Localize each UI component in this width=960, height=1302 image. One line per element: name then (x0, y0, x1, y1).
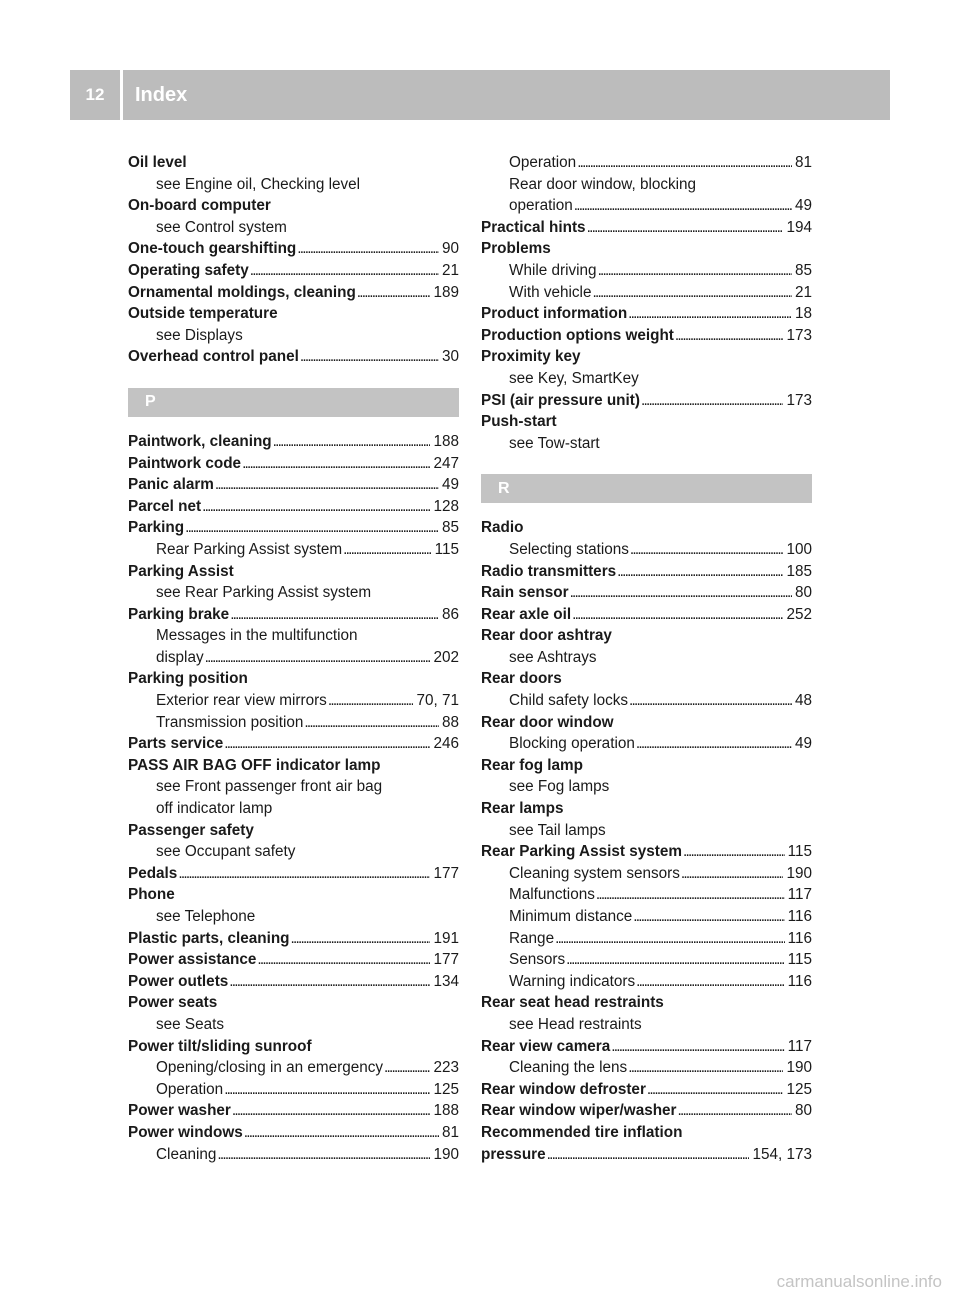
entry-title: Child safety locks (509, 692, 629, 710)
index-entry (481, 1079, 812, 1101)
entry-page-ref: 191 (433, 929, 459, 947)
index-entry (128, 474, 459, 496)
entry-title: Selecting stations (509, 540, 629, 558)
entry-page-ref: 81 (794, 154, 812, 171)
entry-page-ref: 81 (441, 1123, 459, 1141)
index-entry (481, 346, 812, 368)
entry-title: Ornamental moldings, cleaning (128, 283, 356, 301)
index-subentry (128, 798, 459, 820)
index-entry (128, 1122, 459, 1144)
entry-title: Operating safety (128, 261, 249, 279)
index-subentry (128, 1057, 459, 1079)
index-entry (481, 668, 812, 690)
dot-leader (555, 928, 785, 950)
index-subentry (481, 928, 812, 950)
entry-title: Product information (481, 305, 628, 323)
index-subentry (481, 863, 812, 885)
dot-leader (224, 1079, 430, 1101)
index-subentry (481, 971, 812, 993)
entry-title: pressure (481, 1145, 546, 1163)
entry-page-ref: 189 (433, 283, 459, 301)
dot-leader (617, 561, 783, 583)
index-entry (481, 1036, 812, 1058)
entry-page-ref: 188 (433, 432, 459, 450)
index-entry (128, 346, 459, 368)
index-entry (128, 928, 459, 950)
entry-title: Phone (128, 886, 175, 904)
entry-page-ref: 116 (787, 972, 812, 990)
entry-title: see Control system (156, 218, 287, 236)
entry-title: Outside temperature (128, 305, 278, 323)
entry-title: Rear Parking Assist system (481, 843, 682, 861)
entry-title: Rear view camera (481, 1037, 611, 1055)
dot-leader (678, 1100, 792, 1122)
index-subentry (481, 733, 812, 755)
entry-title: Range (509, 929, 555, 947)
index-entry (128, 1036, 459, 1058)
entry-title: Panic alarm (128, 476, 214, 494)
entry-title: Cleaning (156, 1145, 217, 1163)
entry-page-ref: 117 (787, 1037, 812, 1055)
dot-leader (628, 303, 792, 325)
index-subentry (481, 820, 812, 842)
dot-leader (681, 863, 784, 885)
index-entry (481, 561, 812, 583)
entry-title: Exterior rear view mirrors (156, 692, 327, 710)
entry-title: see Rear Parking Assist system (156, 584, 372, 602)
index-subentry (481, 906, 812, 928)
entry-page-ref: 252 (786, 605, 812, 623)
index-subentry (481, 776, 812, 798)
section-header: P (128, 388, 459, 417)
entry-title: Malfunctions (509, 886, 595, 904)
dot-leader (629, 690, 792, 712)
index-subentry (128, 1014, 459, 1036)
dot-leader (683, 841, 785, 863)
entry-title: Warning indicators (509, 972, 636, 990)
index-entry (481, 390, 812, 412)
index-entry (128, 260, 459, 282)
index-entry (481, 217, 812, 239)
entry-page-ref: 86 (441, 605, 459, 623)
entry-page-ref: 49 (441, 476, 459, 494)
index-entry (128, 561, 459, 583)
dot-leader (257, 949, 430, 971)
page-number: 12 (85, 85, 105, 104)
index-subentry (481, 174, 812, 196)
entry-title: Operation (156, 1080, 224, 1098)
index-entry (128, 1100, 459, 1122)
entry-title: see Seats (156, 1015, 225, 1033)
index-entry (481, 841, 812, 863)
entry-page-ref: 188 (433, 1102, 459, 1120)
index-entry (128, 282, 459, 304)
entry-page-ref: 190 (433, 1145, 459, 1163)
dot-leader (202, 496, 430, 518)
entry-title: PSI (air pressure unit) (481, 391, 640, 409)
entry-title: Production options weight (481, 326, 674, 344)
dot-leader (384, 1057, 430, 1079)
entry-title: Parcel net (128, 497, 202, 515)
dot-leader (628, 1057, 783, 1079)
entry-page-ref: 194 (786, 218, 812, 236)
entry-title: One-touch gearshifting (128, 240, 297, 258)
index-entry (128, 884, 459, 906)
entry-page-ref: 247 (433, 454, 459, 472)
entry-title: Power washer (128, 1102, 231, 1120)
entry-title: Minimum distance (509, 908, 633, 925)
index-subentry (481, 368, 812, 390)
dot-leader (242, 453, 430, 475)
index-subentry (128, 539, 459, 561)
entry-title: see Telephone (156, 908, 256, 925)
dot-leader (633, 906, 784, 928)
index-entry (481, 712, 812, 734)
entry-page-ref: 116 (787, 908, 812, 925)
dot-leader (636, 733, 792, 755)
entry-title: Rear doors (481, 670, 562, 688)
index-subentry (128, 690, 459, 712)
dot-leader (178, 863, 430, 885)
index-entry (128, 733, 459, 755)
entry-title: see Head restraints (509, 1015, 642, 1033)
dot-leader (328, 690, 414, 712)
dot-leader (570, 582, 792, 604)
dot-leader (675, 325, 784, 347)
index-entry (481, 303, 812, 325)
dot-leader (224, 733, 430, 755)
dot-leader (636, 971, 784, 993)
index-entry (481, 411, 812, 433)
index-subentry (128, 625, 459, 647)
entry-title: Parking brake (128, 605, 230, 623)
entry-page-ref: 21 (441, 261, 459, 279)
entry-page-ref: 90 (441, 240, 459, 258)
entry-page-ref: 21 (794, 283, 812, 301)
index-entry (481, 1144, 812, 1166)
index-entry (128, 195, 459, 217)
entry-title: Operation (509, 154, 577, 171)
entry-page-ref: 125 (786, 1080, 812, 1098)
index-entry (128, 668, 459, 690)
index-subentry (481, 282, 812, 304)
index-subentry (481, 152, 812, 174)
entry-page-ref: 30 (441, 348, 459, 366)
dot-leader (343, 539, 431, 561)
entry-page-ref: 117 (787, 886, 812, 904)
dot-leader (230, 604, 439, 626)
entry-page-ref: 246 (433, 735, 459, 753)
entry-title: Rear Parking Assist system (156, 540, 343, 558)
entry-page-ref: 173 (786, 391, 812, 409)
entry-page-ref: 116 (787, 929, 812, 947)
dot-leader (297, 238, 439, 260)
entry-page-ref: 49 (794, 735, 812, 753)
entry-title: Rear door window, blocking (509, 175, 697, 193)
index-subentry (481, 433, 812, 455)
entry-title: Parking position (128, 670, 248, 688)
index-entry (128, 303, 459, 325)
dot-leader (630, 539, 784, 561)
entry-title: Cleaning system sensors (509, 864, 680, 882)
index-subentry (481, 690, 812, 712)
index-entry (481, 1122, 812, 1144)
entry-title: Oil level (128, 154, 187, 171)
dot-leader (587, 217, 784, 239)
index-subentry (128, 582, 459, 604)
entry-page-ref: 185 (786, 562, 812, 580)
entry-page-ref: 48 (794, 692, 812, 710)
entry-title: Opening/closing in an emergency (156, 1059, 384, 1077)
entry-page-ref: 223 (433, 1059, 459, 1077)
index-subentry (128, 712, 459, 734)
index-entry (481, 1100, 812, 1122)
entry-page-ref: 70, 71 (416, 692, 459, 710)
entry-title: Passenger safety (128, 821, 254, 839)
entry-title: Parts service (128, 735, 224, 753)
entry-title: see Tail lamps (509, 821, 606, 839)
index-entry (128, 820, 459, 842)
index-subentry (128, 1079, 459, 1101)
dot-leader (566, 949, 784, 971)
entry-title: Problems (481, 240, 551, 258)
entry-title: Recommended tire inflation (481, 1123, 683, 1141)
entry-title: see Ashtrays (509, 648, 597, 666)
entry-title: Blocking operation (509, 735, 635, 753)
entry-title: Proximity key (481, 348, 581, 366)
index-entry (481, 992, 812, 1014)
entry-title: see Key, SmartKey (509, 369, 639, 387)
entry-title: display (156, 648, 204, 666)
dot-leader (577, 152, 792, 174)
dot-leader (244, 1122, 439, 1144)
entry-page-ref: 190 (786, 864, 812, 882)
entry-title: Rear window defroster (481, 1080, 646, 1098)
entry-title: Rear window wiper/washer (481, 1102, 677, 1120)
entry-page-ref: 115 (434, 540, 459, 558)
entry-title: Transmission position (156, 713, 304, 731)
entry-title: With vehicle (509, 283, 592, 301)
entry-title: PASS AIR BAG OFF indicator lamp (128, 756, 381, 774)
entry-title: Paintwork code (128, 454, 242, 472)
page-title: Index (135, 83, 188, 106)
watermark: carmanualsonline.info (776, 1272, 942, 1291)
index-entry (128, 152, 459, 174)
entry-title: Messages in the multifunction (156, 627, 358, 645)
index-entry (128, 971, 459, 993)
entry-page-ref: 177 (433, 864, 459, 882)
dot-leader (205, 647, 431, 669)
index-subentry (481, 195, 812, 217)
dot-leader (592, 282, 792, 304)
index-subentry (481, 884, 812, 906)
entry-page-ref: 115 (787, 843, 812, 861)
entry-title: see Tow-start (509, 434, 600, 452)
dot-leader (611, 1036, 784, 1058)
index-entry (128, 992, 459, 1014)
index-entry (128, 517, 459, 539)
index-entry (481, 755, 812, 777)
entry-title: operation (509, 197, 573, 215)
entry-title: Power windows (128, 1123, 243, 1141)
index-entry (128, 949, 459, 971)
index-column-left (128, 152, 459, 1165)
entry-page-ref: 125 (433, 1080, 459, 1098)
index-entry (128, 863, 459, 885)
index-subentry (128, 776, 459, 798)
section-header: R (481, 474, 812, 503)
index-subentry (481, 260, 812, 282)
entry-title: Cleaning the lens (509, 1059, 628, 1077)
entry-page-ref: 154, 173 (752, 1145, 812, 1163)
dot-leader (647, 1079, 784, 1101)
entry-title: Sensors (509, 951, 566, 969)
index-subentry (128, 217, 459, 239)
entry-page-ref: 173 (786, 326, 812, 344)
entry-title: Paintwork, cleaning (128, 432, 272, 450)
index-entry (128, 453, 459, 475)
index-entry (128, 496, 459, 518)
index-subentry (481, 1014, 812, 1036)
entry-title: see Front passenger front air bag (156, 778, 383, 796)
dot-leader (217, 1144, 430, 1166)
entry-title: Rear door ashtray (481, 627, 612, 645)
entry-title: Radio (481, 519, 524, 537)
entry-page-ref: 85 (441, 519, 459, 537)
entry-page-ref: 88 (441, 713, 459, 731)
index-subentry (128, 1144, 459, 1166)
index-entry (128, 238, 459, 260)
index-subentry (128, 647, 459, 669)
index-subentry (481, 647, 812, 669)
entry-page-ref: 177 (433, 951, 459, 969)
entry-title: Rain sensor (481, 584, 569, 602)
dot-leader (357, 282, 431, 304)
entry-page-ref: 190 (786, 1059, 812, 1077)
dot-leader (215, 474, 439, 496)
entry-title: see Engine oil, Checking level (156, 175, 361, 193)
entry-title: Plastic parts, cleaning (128, 929, 290, 947)
index-entry (481, 325, 812, 347)
dot-leader (291, 928, 431, 950)
dot-leader (641, 390, 784, 412)
entry-page-ref: 134 (433, 972, 459, 990)
entry-title: off indicator lamp (156, 800, 273, 818)
entry-title: On-board computer (128, 197, 271, 215)
entry-page-ref: 202 (433, 648, 459, 666)
index-entry (481, 517, 812, 539)
index-entry (481, 238, 812, 260)
entry-title: Push-start (481, 413, 557, 431)
entry-page-ref: 18 (794, 305, 812, 323)
entry-title: Power tilt/sliding sunroof (128, 1037, 312, 1055)
entry-page-ref: 115 (787, 951, 812, 969)
page-header (70, 70, 890, 120)
entry-page-ref: 100 (786, 540, 812, 558)
entry-title: Overhead control panel (128, 348, 299, 366)
index-entry (128, 604, 459, 626)
index-entry (481, 604, 812, 626)
index-column-right (481, 152, 812, 1165)
entry-title: Rear door window (481, 713, 614, 731)
index-entry (128, 755, 459, 777)
entry-title: Practical hints (481, 218, 586, 236)
index-entry (481, 625, 812, 647)
entry-title: Power assistance (128, 951, 257, 969)
entry-page-ref: 80 (794, 1102, 812, 1120)
entry-title: Parking Assist (128, 562, 234, 580)
index-subentry (128, 325, 459, 347)
entry-title: see Displays (156, 326, 243, 344)
entry-page-ref: 128 (433, 497, 459, 515)
entry-title: Pedals (128, 864, 178, 882)
entry-page-ref: 85 (794, 261, 812, 279)
dot-leader (229, 971, 430, 993)
dot-leader (273, 431, 431, 453)
entry-title: While driving (509, 261, 597, 279)
entry-title: Radio transmitters (481, 562, 617, 580)
index-subentry (481, 949, 812, 971)
index-subentry (481, 539, 812, 561)
entry-title: Rear seat head restraints (481, 994, 664, 1012)
dot-leader (596, 884, 785, 906)
entry-title: Rear fog lamp (481, 756, 583, 774)
entry-title: Power seats (128, 994, 218, 1012)
index-subentry (128, 174, 459, 196)
entry-title: see Occupant safety (156, 843, 296, 861)
index-entry (481, 798, 812, 820)
dot-leader (250, 260, 439, 282)
dot-leader (598, 260, 792, 282)
entry-page-ref: 80 (794, 584, 812, 602)
dot-leader (232, 1100, 431, 1122)
dot-leader (547, 1144, 750, 1166)
dot-leader (574, 195, 792, 217)
dot-leader (185, 517, 439, 539)
dot-leader (572, 604, 783, 626)
index-entry (128, 431, 459, 453)
dot-leader (304, 712, 439, 734)
dot-leader (300, 346, 439, 368)
index-subentry (128, 841, 459, 863)
entry-title: Rear axle oil (481, 605, 572, 623)
entry-title: Power outlets (128, 972, 229, 990)
entry-title: Parking (128, 519, 185, 537)
entry-title: Rear lamps (481, 800, 564, 818)
index-subentry (481, 1057, 812, 1079)
index-entry (481, 582, 812, 604)
entry-page-ref: 49 (794, 197, 812, 215)
entry-title: see Fog lamps (509, 778, 610, 796)
index-subentry (128, 906, 459, 928)
